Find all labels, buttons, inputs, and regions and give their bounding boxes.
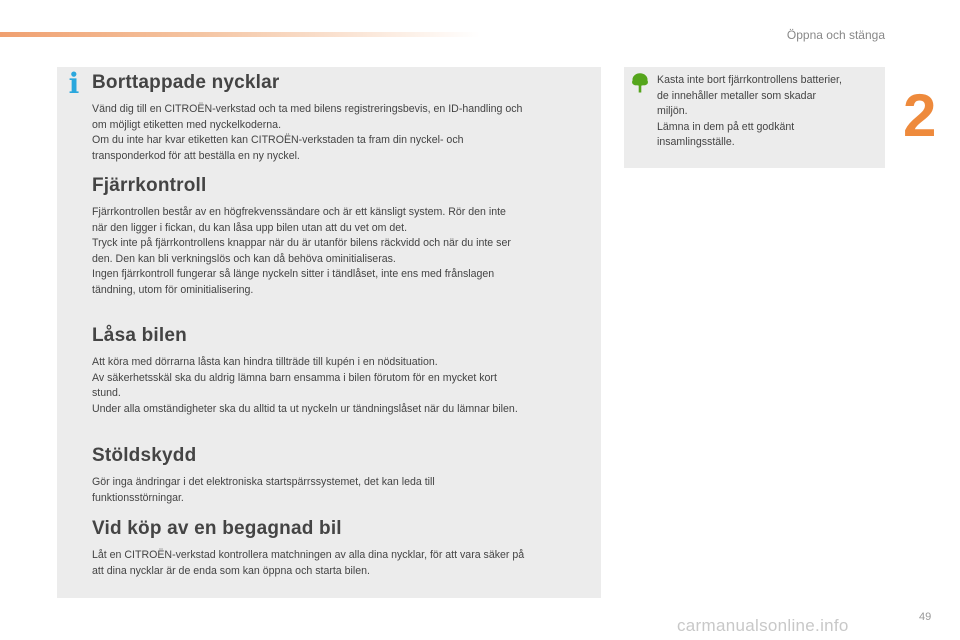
- paragraph-line: när den ligger i fickan, du kan låsa upp bilen utan att du vet om det.: [92, 221, 408, 234]
- paragraph-line: Tryck inte på fjärrkontrollens knappar när du är utanför bilens räckvidd och när du inte ser: [92, 237, 511, 249]
- section-title: Vid köp av en begagnad bil: [92, 518, 342, 539]
- section-title: Borttappade nycklar: [92, 72, 280, 93]
- watermark: carmanualsonline.info: [677, 616, 849, 635]
- section-anti-theft: [92, 445, 602, 506]
- section-lock-car: [92, 325, 602, 417]
- section-used-car: [92, 518, 602, 579]
- paragraph-line: Under alla omständigheter ska du alltid ta ut nyckeln ur tändningslåset när du lämnar bilen.: [92, 402, 518, 415]
- eco-note-text: [657, 73, 879, 151]
- paragraph-line: Vänd dig till en CITROËN-verkstad och ta med bilens registreringsbevis, en ID-handling och: [92, 103, 523, 115]
- paragraph-line: Lämna in dem på ett godkänt: [657, 120, 795, 133]
- paragraph-line: Gör inga ändringar i det elektroniska startspärrssystemet, det kan leda till: [92, 476, 435, 488]
- section-lost-keys: [92, 72, 602, 164]
- chapter-title: Öppna och stänga: [786, 28, 885, 42]
- paragraph-line: Låt en CITROËN-verkstad kontrollera matchningen av alla dina nycklar, för att vara säker på: [92, 549, 525, 561]
- paragraph-line: tändning, utom för ominitialisering.: [92, 283, 254, 296]
- paragraph-line: funktionsstörningar.: [92, 491, 184, 504]
- chapter-number: 2: [903, 82, 937, 149]
- section-body: [92, 205, 602, 298]
- paragraph-line: Av säkerhetsskäl ska du aldrig lämna barn ensamma i bilen förutom för en mycket kort: [92, 371, 497, 384]
- paragraph-line: miljön.: [657, 105, 688, 117]
- paragraph-line: stund.: [92, 387, 121, 399]
- section-body: [92, 475, 602, 506]
- section-body: [92, 548, 602, 579]
- paragraph-line: att dina nycklar är de enda som kan öppna och starta bilen.: [92, 564, 370, 577]
- paragraph-line: om möjligt etiketten med nyckelkoderna.: [92, 118, 282, 131]
- paragraph-line: den. Den kan bli verkningslös och kan då behöva ominitialiseras.: [92, 252, 396, 265]
- paragraph-line: transponderkod för att beställa en ny nyckel.: [92, 149, 300, 162]
- page-number: 49: [919, 611, 932, 623]
- paragraph-line: Kasta inte bort fjärrkontrollens batterier,: [657, 74, 842, 86]
- header-accent-bar: [0, 32, 480, 37]
- paragraph-line: Att köra med dörrarna låsta kan hindra tillträde till kupén i en nödsituation.: [92, 356, 438, 368]
- paragraph-line: insamlingsställe.: [657, 136, 735, 148]
- section-title: Låsa bilen: [92, 325, 187, 346]
- paragraph-line: Ingen fjärrkontroll fungerar så länge nyckeln sitter i tändlåset, inte ens med frånslagen: [92, 268, 495, 280]
- paragraph-line: de innehåller metaller som skadar: [657, 89, 816, 102]
- paragraph-line: Fjärrkontrollen består av en högfrekvenssändare och är ett känsligt system. Rör den inte: [92, 206, 506, 218]
- section-remote: [92, 175, 602, 298]
- section-body: [92, 355, 602, 417]
- eco-leaf-icon: [632, 73, 648, 93]
- section-title: Stöldskydd: [92, 445, 197, 466]
- section-title: Fjärrkontroll: [92, 175, 207, 196]
- paragraph-line: Om du inte har kvar etiketten kan CITROËN-verkstaden ta fram din nyckel- och: [92, 134, 464, 146]
- section-body: [92, 102, 602, 164]
- info-icon: i: [68, 67, 80, 100]
